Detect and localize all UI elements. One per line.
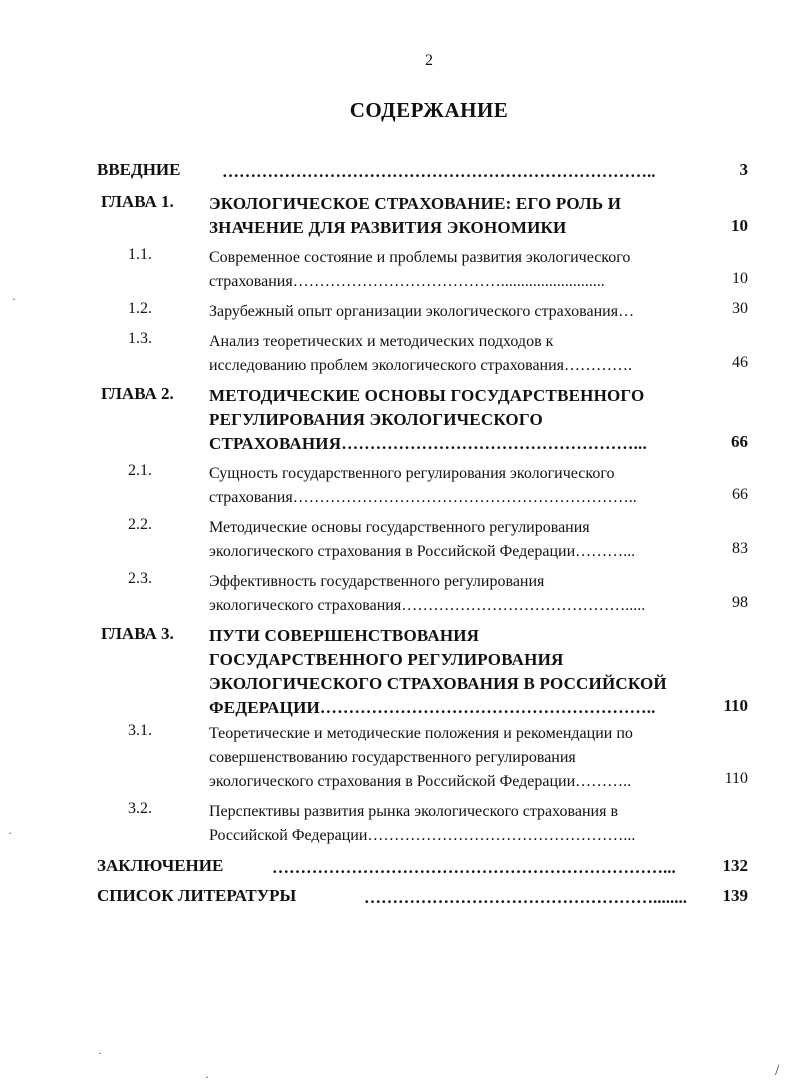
section-title-line: совершенствованию государственного регулирования <box>209 749 576 766</box>
toc-page: 10 <box>731 216 748 235</box>
section-title-line: экологического страхования в Российской Федерации……….. <box>209 773 632 790</box>
toc-label: СПИСОК ЛИТЕРАТУРЫ <box>97 886 297 905</box>
chapter-title-line: ЭКОЛОГИЧЕСКОЕ СТРАХОВАНИЕ: ЕГО РОЛЬ И <box>209 194 622 213</box>
section-title-line: Сущность государственного регулирования экологического <box>209 465 615 482</box>
chapter-title-line: СТРАХОВАНИЯ……………………………………………... <box>209 434 647 453</box>
section-title-line: Современное состояние и проблемы развития экологического <box>209 249 631 266</box>
toc-page: 139 <box>722 886 748 905</box>
section-title-line: Эффективность государственного регулирования <box>209 573 545 590</box>
section-title-line: экологического страхования в Российской Федерации………... <box>209 543 636 560</box>
toc-page: 10 <box>732 270 748 287</box>
toc-page: 98 <box>732 594 748 611</box>
chapter-label: ГЛАВА 2. <box>101 384 174 403</box>
section-title-line: экологического страхования……………………………………..... <box>209 597 646 614</box>
scan-speck: · <box>205 1070 209 1084</box>
toc-page: 46 <box>732 354 748 371</box>
toc-page: 3 <box>739 160 748 179</box>
toc-page: 132 <box>722 856 748 875</box>
section-number: 2.3. <box>128 570 152 587</box>
section-number: 2.2. <box>128 516 152 533</box>
toc-label: ВВЕДНИЕ <box>97 160 181 179</box>
section-title-line: страхования……………………………………………………….. <box>209 489 637 506</box>
section-number: 1.3. <box>128 330 152 347</box>
chapter-label: ГЛАВА 3. <box>101 624 174 643</box>
section-title-line: Зарубежный опыт организации экологического страхования… <box>209 303 635 320</box>
chapter-title-line: ГОСУДАРСТВЕННОГО РЕГУЛИРОВАНИЯ <box>209 650 564 669</box>
page-number: 2 <box>425 52 433 69</box>
scan-speck: · <box>8 826 12 840</box>
toc-page: 83 <box>732 540 748 557</box>
section-title-line: Анализ теоретических и методических подходов к <box>209 333 554 350</box>
scan-speck: / <box>775 1062 780 1079</box>
chapter-title-line: ФЕДЕРАЦИИ………………………………………………….. <box>209 698 656 717</box>
toc-page: 66 <box>732 486 748 503</box>
section-title-line: исследованию проблем экологического страхования…………. <box>209 357 633 374</box>
section-number: 3.1. <box>128 722 152 739</box>
section-number: 3.2. <box>128 800 152 817</box>
chapter-title-line: МЕТОДИЧЕСКИЕ ОСНОВЫ ГОСУДАРСТВЕННОГО <box>209 386 645 405</box>
section-title-line: Перспективы развития рынка экологического страхования в <box>209 803 619 820</box>
toc-label: ЗАКЛЮЧЕНИЕ <box>97 856 224 875</box>
page-title: СОДЕРЖАНИЕ <box>349 98 509 122</box>
toc-page: 110 <box>723 696 748 715</box>
chapter-title-line: ЭКОЛОГИЧЕСКОГО СТРАХОВАНИЯ В РОССИЙСКОЙ <box>209 674 667 693</box>
section-title-line: Теоретические и методические положения и рекомендации по <box>209 725 633 742</box>
scan-speck: · <box>98 1046 102 1060</box>
section-title-line: Методические основы государственного регулирования <box>209 519 590 536</box>
toc-page: 66 <box>731 432 748 451</box>
section-number: 1.2. <box>128 300 152 317</box>
section-title-line: страхования………………………………….......................... <box>209 273 605 290</box>
toc-page: 30 <box>732 300 748 317</box>
chapter-label: ГЛАВА 1. <box>101 192 174 211</box>
section-number: 1.1. <box>128 246 152 263</box>
section-number: 2.1. <box>128 462 152 479</box>
toc-leader: ……………………………………………........ <box>364 888 687 907</box>
scan-speck: · <box>12 292 16 306</box>
toc-leader: ……………………………………………………………... <box>272 858 676 877</box>
toc-leader: ………………………………………………………………….. <box>222 162 656 181</box>
chapter-title-line: ПУТИ СОВЕРШЕНСТВОВАНИЯ <box>209 626 480 645</box>
section-title-line: Российской Федерации…………………………………………... <box>209 827 636 844</box>
toc-page: 110 <box>724 770 748 787</box>
chapter-title-line: ЗНАЧЕНИЕ ДЛЯ РАЗВИТИЯ ЭКОНОМИКИ <box>209 218 567 237</box>
chapter-title-line: РЕГУЛИРОВАНИЯ ЭКОЛОГИЧЕСКОГО <box>209 410 543 429</box>
